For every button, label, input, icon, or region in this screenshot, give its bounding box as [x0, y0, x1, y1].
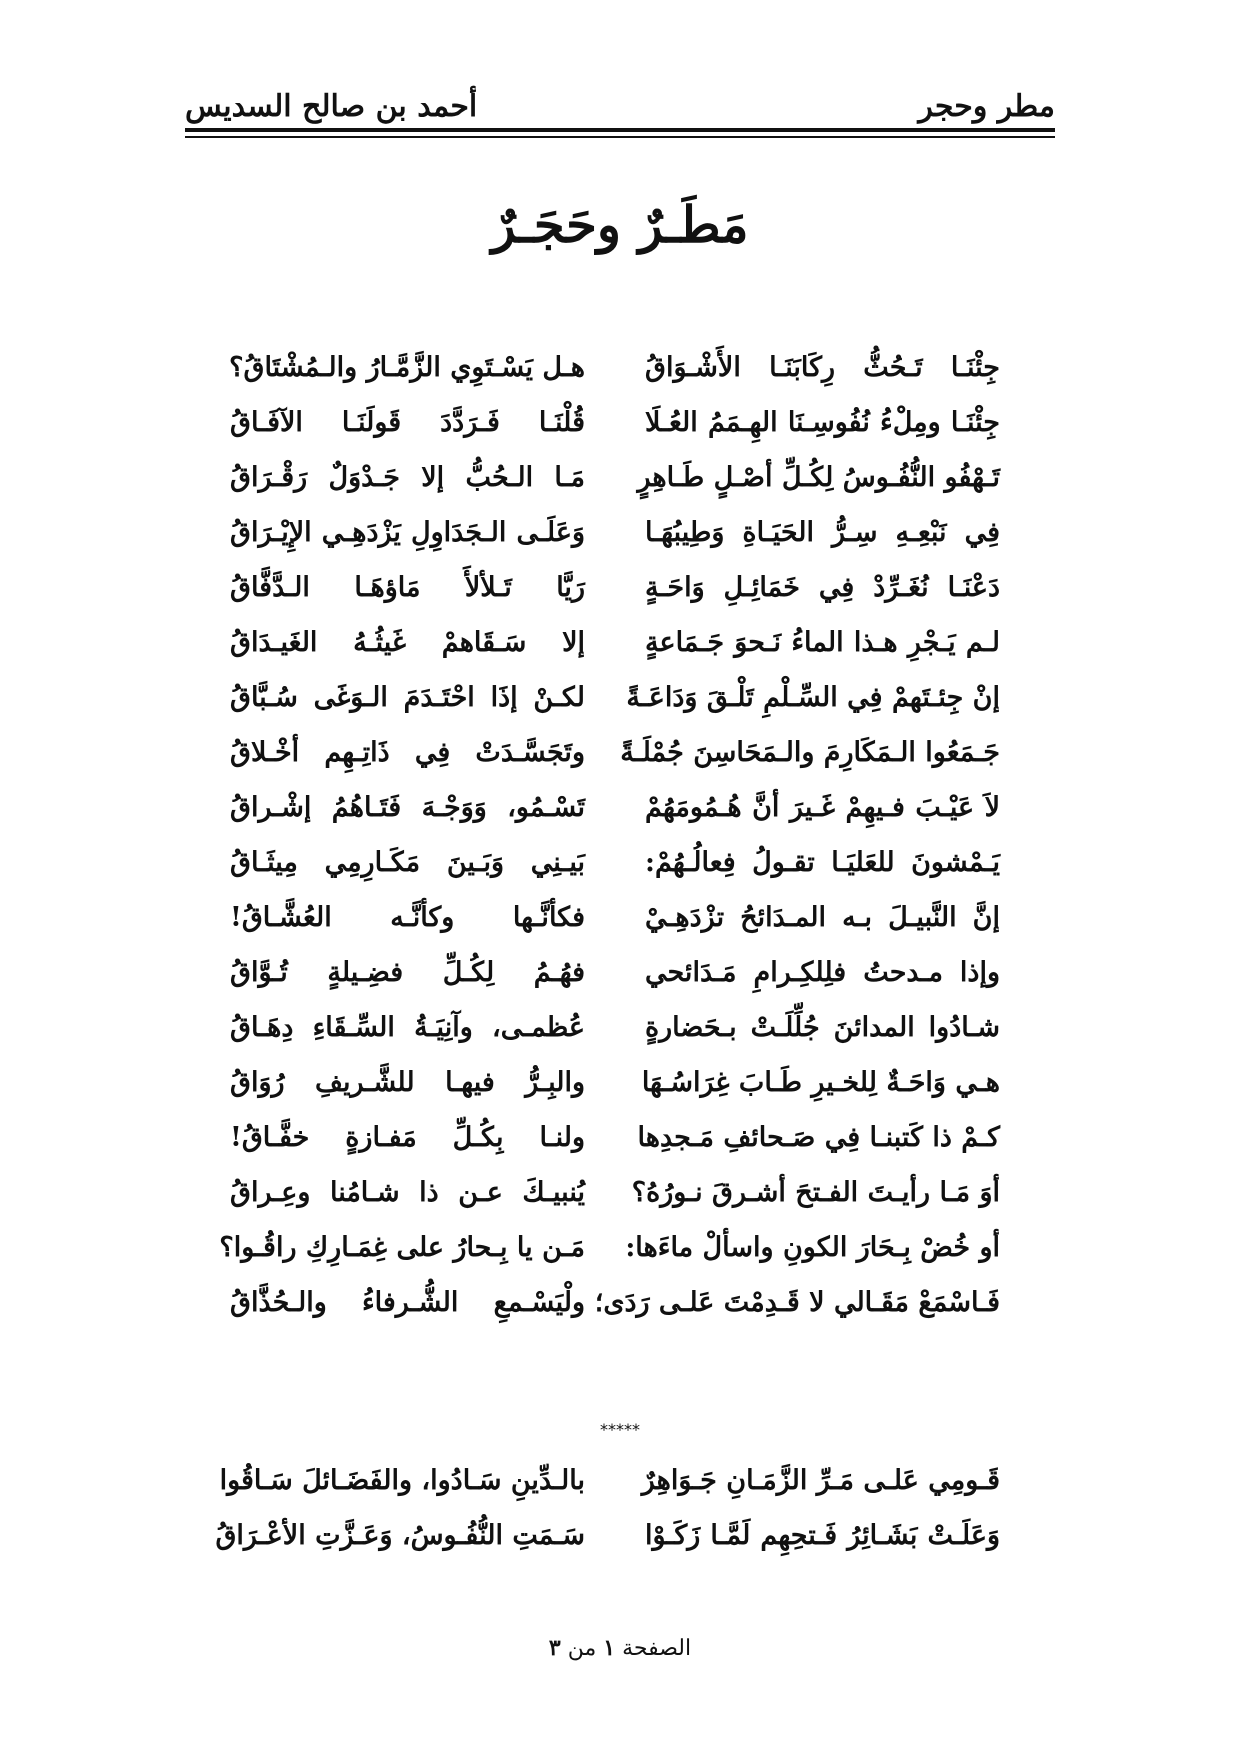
header-rule-thin	[185, 136, 1055, 138]
verse-first-hemistich: فِي نَبْعِـهِ سِـرُّ الحَيَـاةِ وَطِيبُهَـا	[645, 517, 1000, 548]
poem-title: مَطَـرٌ وحَجَـرٌ	[491, 195, 749, 254]
verse-second-hemistich: مَـن يا بِـحارُ على غِمَـارِكِ راقُـوا؟	[219, 1232, 585, 1263]
stanza-separator: *****	[600, 1420, 640, 1439]
page-header	[185, 82, 1055, 132]
verse-line	[185, 725, 1055, 780]
verse-first-hemistich: قَـومِي عَلـى مَـرِّ الزَّمَـانِ جَـوَاهِرٌ	[641, 1465, 1000, 1496]
verse-first-hemistich: لاَ عَيْـبَ فـيهِمْ غَـيرَ أنَّ هُـمُومَهُمْ	[645, 792, 1000, 823]
verse-first-hemistich: كـمْ ذا كَتبنـا فِي صَـحائفِ مَـجدِها	[637, 1122, 1000, 1153]
verse-second-hemistich: مَـا الـحُبُّ إلا جَـدْوَلٌ رَقْـرَاقُ	[230, 462, 585, 493]
footer-page-label: الصفحة	[622, 1636, 692, 1661]
poem-body	[185, 340, 1055, 1330]
verse-second-hemistich: ولنـا بِكُـلِّ مَفـازةٍ خفَّـاقُ!	[230, 1122, 585, 1153]
verse-line	[185, 1110, 1055, 1165]
footer-of-label: من	[567, 1636, 597, 1661]
verse-line	[185, 1220, 1055, 1275]
verse-line	[185, 945, 1055, 1000]
verse-second-hemistich: بالـدِّينِ سَـادُوا، والفَضَـائلَ سَـاقُوا	[219, 1465, 585, 1496]
verse-line	[185, 1165, 1055, 1220]
verse-first-hemistich: إنَّ النَّبيـلَ بـه المـدَائحُ تزْدَهِـيْ	[645, 902, 1000, 933]
verse-first-hemistich: شـادُوا المدائنَ جُلِّلَـتْ بـحَضارةٍ	[645, 1012, 1000, 1043]
verse-line	[185, 670, 1055, 725]
verse-first-hemistich: لـم يَـجْرِ هـذا الماءُ نَـحوَ جَـمَاعةٍ	[645, 627, 1000, 658]
verse-second-hemistich: فهُـمُ لِكُـلِّ فضِـيلةٍ تُـوَّاقُ	[230, 957, 585, 988]
verse-first-hemistich: جِئْنَـا تَـحُثُّ رِكَابَنَـا الأَشْـوَاقُ	[645, 352, 1000, 383]
poem-body-continued	[185, 1453, 1055, 1563]
verse-first-hemistich: إنْ جِئـتَهمْ فِي السِّـلْمِ تَلْـقَ وَدَاعَـةً	[626, 682, 1000, 713]
verse-second-hemistich: لكـنْ إذَا احْتَـدَمَ الـوَغَى سُـبَّاقُ	[230, 682, 585, 713]
verse-second-hemistich: فكأنَّـها وكأنَّـه العُشَّـاقُ!	[230, 902, 585, 933]
verse-first-hemistich: وَعَلَـتْ بَشَـائِرُ فَـتحِهِم لَمَّـا زَكَـوْا	[645, 1520, 1000, 1551]
verse-first-hemistich: يَـمْشونَ للعَليَـا تقـولُ فِعالُـهُمْ:	[645, 847, 1000, 878]
verse-second-hemistich: يُنبيـكَ عـن ذا شـامُنا وعِـراقُ	[230, 1177, 585, 1208]
verse-second-hemistich: بَيـنِي وَبَـينَ مَكَـارِمِي مِيثَـاقُ	[230, 847, 585, 878]
verse-line	[185, 1275, 1055, 1330]
verse-second-hemistich: عُظمـى، وآنِيَـةُ السِّـقَاءِ دِهَـاقُ	[230, 1012, 585, 1043]
verse-line	[185, 1508, 1055, 1563]
verse-first-hemistich: تَـهْفُو النُّفُـوسُ لِكُـلِّ أصْـلٍ طَـاهِرٍ	[637, 462, 1000, 493]
verse-first-hemistich: دَعْنَـا نُغَـرِّدْ فِي خَمَائِـلِ وَاحَـةٍ	[645, 572, 1000, 603]
verse-second-hemistich: إلا سَـقَاهمْ غَيثُـهُ الغَيـدَاقُ	[230, 627, 585, 658]
verse-second-hemistich: سَـمَتِ النُّفُـوسُ، وَعَـزَّتِ الأعْـرَاقُ	[215, 1520, 585, 1551]
verse-second-hemistich: وَعَلَـى الـجَدَاوِلِ يَزْدَهِـي الإِيْـرَاقُ	[230, 517, 585, 548]
footer-total-pages: ٣	[548, 1635, 561, 1661]
verse-first-hemistich: أوَ مَـا رأيـتَ الفـتحَ أشـرقَ نـورُهُ؟	[631, 1177, 1000, 1208]
verse-first-hemistich: جِئْنَـا ومِلْءُ نُفُوسِـنَا الهِـمَمُ العُـلَا	[645, 407, 1000, 438]
verse-first-hemistich: أو خُضْ بِـحَارَ الكونِ واسألْ ماءَها:	[625, 1232, 1000, 1263]
header-rule-thick	[185, 128, 1055, 132]
verse-line	[185, 615, 1055, 670]
footer-current-page: ١	[603, 1635, 616, 1661]
verse-second-hemistich: قُلْنَـا فَـرَدَّدَ قَولَنَـا الآفَـاقُ	[230, 407, 585, 438]
verse-first-hemistich: فَـاسْمَعْ مَقَـالي لا قَـدِمْتَ عَلـى رَدَى؛	[594, 1287, 1000, 1318]
verse-second-hemistich: رَيَّا تَـلألأَ مَاؤهَـا الـدَّفَّاقُ	[230, 572, 585, 603]
verse-second-hemistich: والبِـرُّ فيهـا للشَّـريفِ رُوَاقُ	[230, 1067, 585, 1098]
header-book-title: مطر وحجر	[918, 89, 1055, 124]
verse-line	[185, 395, 1055, 450]
verse-first-hemistich: هـي وَاحَـةٌ لِلخـيرِ طَـابَ غِرَاسُـهَا	[641, 1067, 1000, 1098]
verse-line	[185, 560, 1055, 615]
verse-second-hemistich: وتَجَسَّـدَتْ فِي ذَاتِـهِم أخْـلاقُ	[230, 737, 585, 768]
verse-first-hemistich: جَـمَعُوا الـمَكَارِمَ والـمَحَاسِنَ جُمْلَـةً	[620, 737, 1000, 768]
verse-line	[185, 1055, 1055, 1110]
verse-line	[185, 780, 1055, 835]
verse-line	[185, 1453, 1055, 1508]
verse-second-hemistich: تَسْـمُو، وَوَجْـهَ فَتَـاهُمُ إشْـراقُ	[230, 792, 585, 823]
verse-line	[185, 340, 1055, 395]
verse-line	[185, 450, 1055, 505]
verse-line	[185, 890, 1055, 945]
verse-first-hemistich: وإذا مـدحتُ فلِلكِـرامِ مَـدَائحي	[645, 957, 1000, 988]
verse-line	[185, 505, 1055, 560]
verse-line	[185, 1000, 1055, 1055]
header-author-name: أحمد بن صالح السديس	[185, 89, 478, 124]
verse-second-hemistich: ولْيَسْـمعِ الشُّـرفاءُ والـحُذَّاقُ	[230, 1287, 585, 1318]
verse-line	[185, 835, 1055, 890]
verse-second-hemistich: هـل يَسْـتَوِي الزَّمَّـارُ والـمُشْتَاقُ؟	[229, 352, 585, 383]
page-footer	[185, 1628, 1055, 1668]
